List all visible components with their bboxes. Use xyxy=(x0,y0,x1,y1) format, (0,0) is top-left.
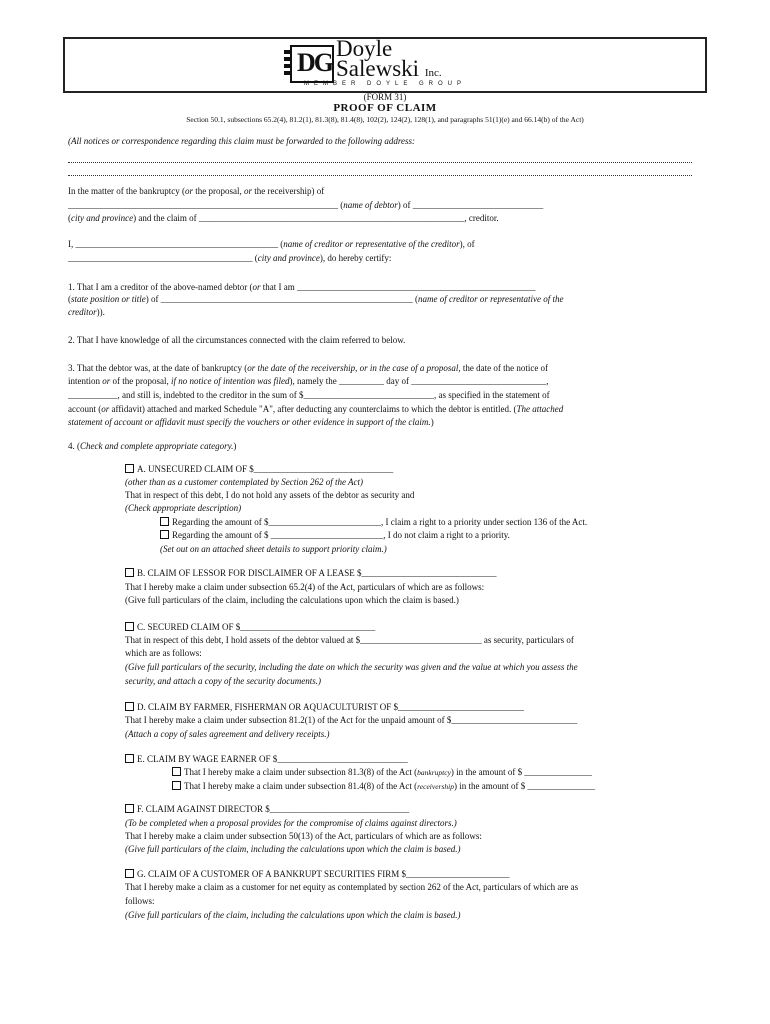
section-a-line-4: (Set out on an attached sheet details to support priority claim.) xyxy=(160,544,387,554)
matter-line-3[interactable]: (city and province) and the claim of ___________________________________________________________, creditor. xyxy=(68,213,499,223)
section-a-line-3: (Check appropriate description) xyxy=(125,503,242,513)
para-2: 2. That I have knowledge of all the circumstances connected with the claim referred to below. xyxy=(68,335,406,345)
section-g-line-2: follows: xyxy=(125,896,155,906)
para-3-line-2[interactable]: intention or of the proposal, if no notice of intention was filed), namely the __________ day of ______________________________, xyxy=(68,376,549,386)
section-g-line-1: That I hereby make a claim as a customer for net equity as contemplated by section 262 of the Act, particulars of which are as xyxy=(125,882,579,892)
logo-mark-icon: DG xyxy=(290,45,334,83)
section-b-line-1: That I hereby make a claim under subsection 65.2(4) of the Act, particulars of which are as follows: xyxy=(125,582,485,592)
section-f-line-1: (To be completed when a proposal provides for the compromise of claims against directors.) xyxy=(125,818,457,828)
section-c-line-2: which are as follows: xyxy=(125,648,202,658)
section-c-heading: C. SECURED CLAIM OF $______________________________ xyxy=(125,621,375,633)
section-e-option-2-checkbox[interactable] xyxy=(172,781,181,790)
form-number: (FORM 31) xyxy=(363,92,407,102)
section-c-line-3: (Give full particulars of the security, including the date on which the security was given and the value at which you assess the xyxy=(125,662,578,672)
para-1-line-1[interactable]: 1. That I am a creditor of the above-named debtor (or that I am _____________________________________________________ xyxy=(68,282,536,292)
para-3-line-4: account (or affidavit) attached and marked Schedule "A", after deducting any counterclaims to which the debtor is entitled. (The attached xyxy=(68,404,564,414)
section-a-option-1-checkbox[interactable] xyxy=(160,517,169,526)
notice-text: (All notices or correspondence regarding this claim must be forwarded to the following address: xyxy=(68,136,416,146)
section-a-checkbox[interactable] xyxy=(125,464,134,473)
section-a-option-2-checkbox[interactable] xyxy=(160,530,169,539)
section-f-checkbox[interactable] xyxy=(125,804,134,813)
section-a-option-1: Regarding the amount of $_________________________, I claim a right to a priority under section 136 of the Act. xyxy=(160,516,587,528)
section-e-option-1: That I hereby make a claim under subsection 81.3(8) of the Act (bankruptcy) in the amount of $ _______________ xyxy=(172,766,592,779)
section-a-heading: A. UNSECURED CLAIM OF $_______________________________ xyxy=(125,463,393,475)
matter-line-1: In the matter of the bankruptcy (or the proposal, or the receivership) of xyxy=(68,186,325,196)
section-e-option-2: That I hereby make a claim under subsection 81.4(8) of the Act (receivership) in the amount of $ _______________ xyxy=(172,780,595,793)
certify-line-1[interactable]: I, _____________________________________________ (name of creditor or representative of the creditor), of xyxy=(68,239,475,249)
para-1-line-2[interactable]: (state position or title) of ________________________________________________________ (name of creditor or representative of the xyxy=(68,294,564,304)
section-e-checkbox[interactable] xyxy=(125,754,134,763)
page-title: PROOF OF CLAIM xyxy=(333,102,437,114)
letterhead-box xyxy=(63,37,707,93)
company-logo xyxy=(290,36,490,87)
para-1-line-3: creditor)). xyxy=(68,307,105,317)
address-line-1[interactable] xyxy=(68,162,692,163)
section-d-line-1[interactable]: That I hereby make a claim under subsection 81.2(1) of the Act for the unpaid amount of $____________________________ xyxy=(125,715,578,725)
para-3-line-5: statement of account or affidavit must specify the vouchers or other evidence in support of the claim.) xyxy=(68,417,434,427)
section-c-checkbox[interactable] xyxy=(125,622,134,631)
section-b-heading: B. CLAIM OF LESSOR FOR DISCLAIMER OF A LEASE $______________________________ xyxy=(125,567,497,579)
section-d-checkbox[interactable] xyxy=(125,702,134,711)
section-c-line-1[interactable]: That in respect of this debt, I hold assets of the debtor valued at $___________________________ as security, particulars of xyxy=(125,635,574,645)
section-e-option-1-checkbox[interactable] xyxy=(172,767,181,776)
para-3-line-1: 3. That the debtor was, at the date of bankruptcy (or the date of the receivership, or in the case of a proposal, the date of the notice of xyxy=(68,363,549,373)
section-c-line-4: security, and attach a copy of the security documents.) xyxy=(125,676,321,686)
section-g-checkbox[interactable] xyxy=(125,869,134,878)
section-a-line-1: (other than as a customer contemplated by Section 262 of the Act) xyxy=(125,477,364,487)
certify-line-2[interactable]: _________________________________________ (city and province), do hereby certify: xyxy=(68,253,392,263)
section-b-checkbox[interactable] xyxy=(125,568,134,577)
para-3-line-3[interactable]: ___________, and still is, indebted to the creditor in the sum of $_____________________________, as specified in the statement of xyxy=(68,390,550,400)
logo-tagline: MEMBER DOYLE GROUP xyxy=(304,81,467,87)
section-b-line-2: (Give full particulars of the claim, including the calculations upon which the claim is based.) xyxy=(125,595,459,605)
logo-name: Doyle Salewski Inc. xyxy=(336,36,442,81)
section-g-line-3: (Give full particulars of the claim, including the calculations upon which the claim is based.) xyxy=(125,910,461,920)
matter-line-2[interactable]: ____________________________________________________________ (name of debtor) of _____________________________ xyxy=(68,200,544,210)
section-d-line-2: (Attach a copy of sales agreement and delivery receipts.) xyxy=(125,729,330,739)
section-a-option-2: Regarding the amount of $ _________________________, I do not claim a right to a priority. xyxy=(160,529,510,541)
form-subtitle: Section 50.1, subsections 65.2(4), 81.2(1), 81.3(8), 81.4(8), 102(2), 124(2), 128(1), and paragraphs 51(1)(e) and 66.14(b) of the Act) xyxy=(186,115,584,124)
section-f-heading: F. CLAIM AGAINST DIRECTOR $_______________________________ xyxy=(125,803,409,815)
para-4: 4. (Check and complete appropriate category.) xyxy=(68,441,237,451)
section-d-heading: D. CLAIM BY FARMER, FISHERMAN OR AQUACULTURIST OF $____________________________ xyxy=(125,701,524,713)
section-f-line-2: That I hereby make a claim under subsection 50(13) of the Act, particulars of which are as follows: xyxy=(125,831,482,841)
section-f-line-3: (Give full particulars of the claim, including the calculations upon which the claim is based.) xyxy=(125,844,461,854)
section-g-heading: G. CLAIM OF A CUSTOMER OF A BANKRUPT SECURITIES FIRM $_______________________ xyxy=(125,868,509,880)
address-line-2[interactable] xyxy=(68,175,692,176)
section-a-line-2: That in respect of this debt, I do not hold any assets of the debtor as security and xyxy=(125,490,415,500)
section-e-heading: E. CLAIM BY WAGE EARNER OF $_____________________________ xyxy=(125,753,408,765)
